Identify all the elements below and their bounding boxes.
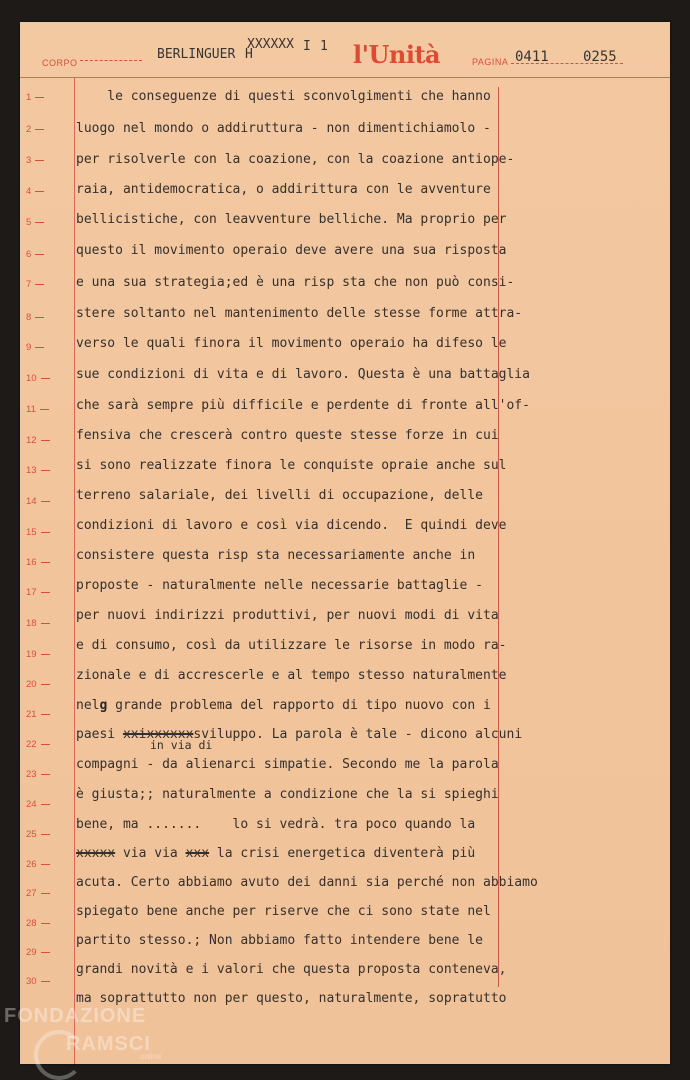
- watermark-online: online: [140, 1052, 162, 1061]
- line-number: 6: [26, 249, 70, 261]
- line-number: 8: [26, 312, 70, 324]
- typed-struck-out: XXXXXX: [247, 37, 294, 52]
- typed-line: zionale e di accrescerle e al tempo stesso naturalmente: [76, 668, 507, 683]
- line-number: 21: [26, 709, 70, 721]
- line-number: 14: [26, 496, 70, 508]
- pagina-label: PAGINA: [472, 57, 509, 67]
- typed-letter: H: [245, 47, 253, 62]
- typed-line: condizioni di lavoro e così via dicendo. E quindi deve: [76, 518, 507, 533]
- typed-line: si sono realizzate finora le conquiste opraie anche sul: [76, 458, 507, 473]
- typed-line: acuta. Certo abbiamo avuto dei danni sia perché non abbiamo: [76, 875, 538, 890]
- typed-line: bellicistiche, con leavventure belliche. Ma proprio per: [76, 212, 507, 227]
- typed-line: per risolverle con la coazione, con la coazione antiope-: [76, 152, 515, 167]
- fondazione-gramsci-watermark: [4, 1005, 151, 1055]
- line-number: 16: [26, 557, 70, 569]
- typed-line: paesi xxixxxxxxsviluppo. La parola è tale - dicono alcuni: [76, 727, 523, 742]
- document-sheet: [20, 22, 670, 1064]
- corpo-label: CORPO: [42, 58, 78, 68]
- line-number: 22: [26, 739, 70, 751]
- line-number: 12: [26, 435, 70, 447]
- typed-line: luogo nel mondo o addiruttura - non dimentichiamolo -: [76, 121, 491, 136]
- line-number: 25: [26, 829, 70, 841]
- line-number: 5: [26, 217, 70, 229]
- line-number: 15: [26, 527, 70, 539]
- typed-line: sue condizioni di vita e di lavoro. Questa è una battaglia: [76, 367, 530, 382]
- line-number: 9: [26, 342, 70, 354]
- typed-line: ma soprattutto non per questo, naturalmente, sopratutto: [76, 991, 507, 1006]
- typed-line: nelg grande problema del rapporto di tipo nuovo con i: [76, 698, 491, 713]
- typed-one: 1: [320, 39, 328, 54]
- line-number: 29: [26, 947, 70, 959]
- typed-line: per nuovi indirizzi produttivi, per nuovi modi di vita: [76, 608, 499, 623]
- line-number: 19: [26, 649, 70, 661]
- line-number: 24: [26, 799, 70, 811]
- line-number: 11: [26, 404, 70, 416]
- typed-line: che sarà sempre più difficile e perdente di fronte all'of-: [76, 398, 530, 413]
- line-number: 10: [26, 373, 70, 385]
- typed-line: le conseguenze di questi sconvolgimenti che hanno: [76, 89, 491, 104]
- line-number: 3: [26, 155, 70, 167]
- corpo-field-line: [80, 60, 142, 61]
- pagina-number-a: 0411: [515, 49, 549, 65]
- line-number: 17: [26, 587, 70, 599]
- overtyped-char: g: [99, 698, 108, 713]
- line-number: 2: [26, 124, 70, 136]
- left-margin-rule: [74, 77, 75, 1064]
- struck-text: xxx: [185, 846, 210, 861]
- typed-line: compagni - da alienarci simpatie. Secondo me la parola: [76, 757, 499, 772]
- line-number: 23: [26, 769, 70, 781]
- line-number: 1: [26, 92, 70, 104]
- line-number: 7: [26, 279, 70, 291]
- typed-line: è giusta;; naturalmente a condizione che la si spieghi: [76, 787, 499, 802]
- unita-logo: l'Unità: [353, 40, 441, 69]
- typed-line: e una sua strategia;ed è una risp sta che non può consi-: [76, 275, 515, 290]
- typed-slug: BERLINGUER: [157, 47, 236, 62]
- form-header: [20, 22, 670, 78]
- line-number: 28: [26, 918, 70, 930]
- typed-line: questo il movimento operaio deve avere una sua risposta: [76, 243, 507, 258]
- typed-line: terreno salariale, dei livelli di occupazione, delle: [76, 488, 483, 503]
- line-number: 26: [26, 859, 70, 871]
- typed-line: raia, antidemocratica, o addirittura con le avventure: [76, 182, 491, 197]
- pagina-number-b: 0255: [583, 49, 617, 65]
- typed-line: bene, ma ....... lo si vedrà. tra poco quando la: [76, 817, 476, 832]
- typed-line: partito stesso.; Non abbiamo fatto intendere bene le: [76, 933, 483, 948]
- typed-line: grandi novità e i valori che questa proposta conteneva,: [76, 962, 507, 977]
- typed-i: I: [303, 39, 311, 54]
- typed-line: stere soltanto nel mantenimento delle stesse forme attra-: [76, 306, 523, 321]
- watermark-line-1: FONDAZIONE: [4, 1005, 147, 1027]
- line-number: 30: [26, 976, 70, 988]
- struck-text: xxixxxxxx: [122, 727, 194, 742]
- watermark-line-2: RAMSCI: [66, 1033, 151, 1055]
- struck-text: xxxxx: [76, 846, 116, 861]
- line-number: 13: [26, 465, 70, 477]
- line-number: 4: [26, 186, 70, 198]
- typed-line: spiegato bene anche per riserve che ci sono state nel: [76, 904, 491, 919]
- typed-line: verso le quali finora il movimento operaio ha difeso le: [76, 336, 507, 351]
- line-number: 27: [26, 888, 70, 900]
- typed-line: fensiva che crescerà contro queste stesse forze in cui: [76, 428, 499, 443]
- line-number: 20: [26, 679, 70, 691]
- typed-line: e di consumo, così da utilizzare le risorse in modo ra-: [76, 638, 507, 653]
- typed-line: consistere questa risp sta necessariamente anche in: [76, 548, 476, 563]
- line-number: 18: [26, 618, 70, 630]
- typed-line: xxxxx via via xxx la crisi energetica diventerà più: [76, 846, 476, 861]
- typed-insertion: in via di: [150, 738, 213, 752]
- typed-line: proposte - naturalmente nelle necessarie battaglie -: [76, 578, 483, 593]
